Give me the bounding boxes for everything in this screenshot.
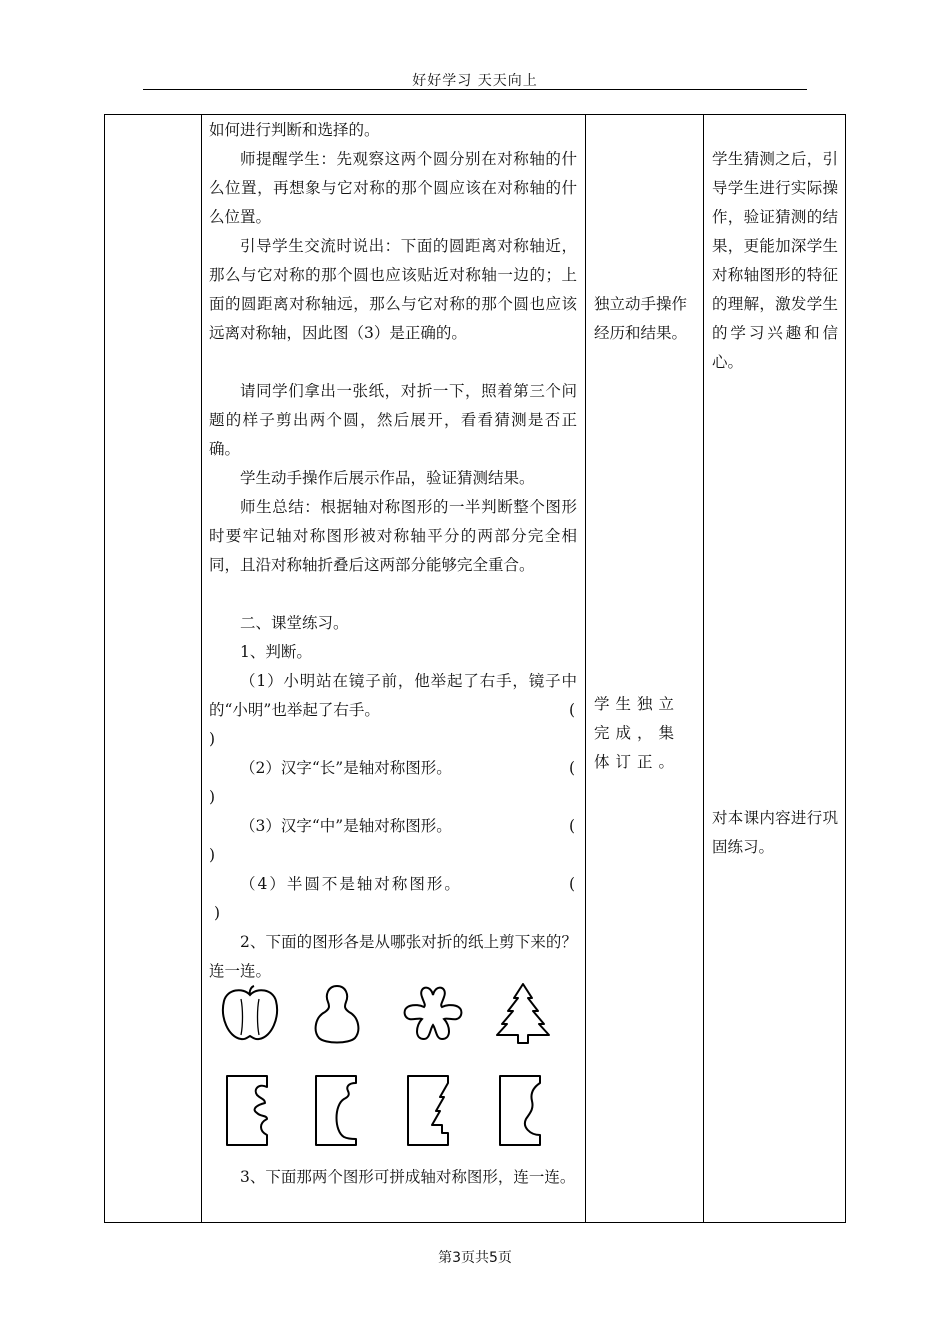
judge-question-4: （4）半圆不是轴对称图形。 [240,875,462,893]
matching-question-2: 3、下面那两个图形可拼成轴对称图形，连一连。 [240,1168,576,1186]
content-paragraph: 如何进行判断和选择的。 [209,121,380,139]
flower-shape [400,983,466,1045]
judge-question-3: （3）汉字“中”是轴对称图形。 [240,817,452,835]
answer-paren-open: ( [568,875,575,893]
content-paragraph: 师提醒学生：先观察这两个圆分别在对称轴的什么位置，再想象与它对称的那个圆应该在对称轴的什么位置。 [209,150,577,226]
answer-paren-open: ( [568,817,575,835]
page-footer: 第3页共5页 [438,1250,512,1266]
design-intent-2: 对本课内容进行巩固练习。 [712,809,838,856]
student-activity-1: 独立动手操作经历和结果。 [594,295,688,342]
teaching-content-column [202,115,586,1223]
answer-paren-open: ( [568,701,575,719]
half-flower-paper [223,1073,273,1149]
section-column [105,115,202,1223]
header-rule [143,89,807,90]
page-header: 好好学习 天天向上 [412,73,538,89]
content-paragraph: 师生总结：根据轴对称图形的一半判断整个图形时要牢记轴对称图形被对称轴平分的两部分完全相同，且沿对称轴折叠后这两部分能够完全重合。 [209,498,577,574]
student-activity-column [586,115,704,1223]
answer-paren-close: ) [209,788,216,806]
judge-question-1: （1）小明站在镜子前，他举起了右手，镜子中的“小明”也举起了右手。 [209,672,577,719]
content-paragraph: 请同学们拿出一张纸，对折一下，照着第三个问题的样子剪出两个圆，然后展开，看看猜测是否正确。 [209,382,577,458]
judge-question-2: （2）汉字“长”是轴对称图形。 [240,759,452,777]
half-tree-paper [404,1073,454,1149]
answer-paren-close: ) [209,846,216,864]
content-paragraph: 学生动手操作后展示作品，验证猜测结果。 [240,469,535,487]
matching-question: 2、下面的图形各是从哪张对折的纸上剪下来的？连一连。 [209,933,577,980]
tree-shape [492,981,554,1045]
exercise-heading: 1、判断。 [240,643,312,661]
student-activity-2: 学生独立完成，集体订正。 [594,695,681,771]
half-apple-paper [496,1073,546,1149]
answer-paren-close: ) [209,730,216,748]
half-gourd-paper [312,1073,362,1149]
answer-paren-close: ) [214,904,221,922]
lesson-table [104,114,846,1223]
content-paragraph: 引导学生交流时说出：下面的圆距离对称轴近，那么与它对称的那个圆也应该贴近对称轴一边的；上面的圆距离对称轴远，那么与它对称的那个圆也应该远离对称轴，因此图（3）是正确的。 [209,237,577,342]
answer-paren-open: ( [568,759,575,777]
design-intent-column [704,115,846,1223]
design-intent-1: 学生猜测之后，引导学生进行实际操作，验证猜测的结果，更能加深学生对称轴图形的特征的理解，激发学生的学习兴趣和信心。 [712,150,838,371]
section-heading: 二、课堂练习。 [240,614,349,632]
apple-shape [219,985,281,1043]
gourd-shape [309,983,365,1045]
